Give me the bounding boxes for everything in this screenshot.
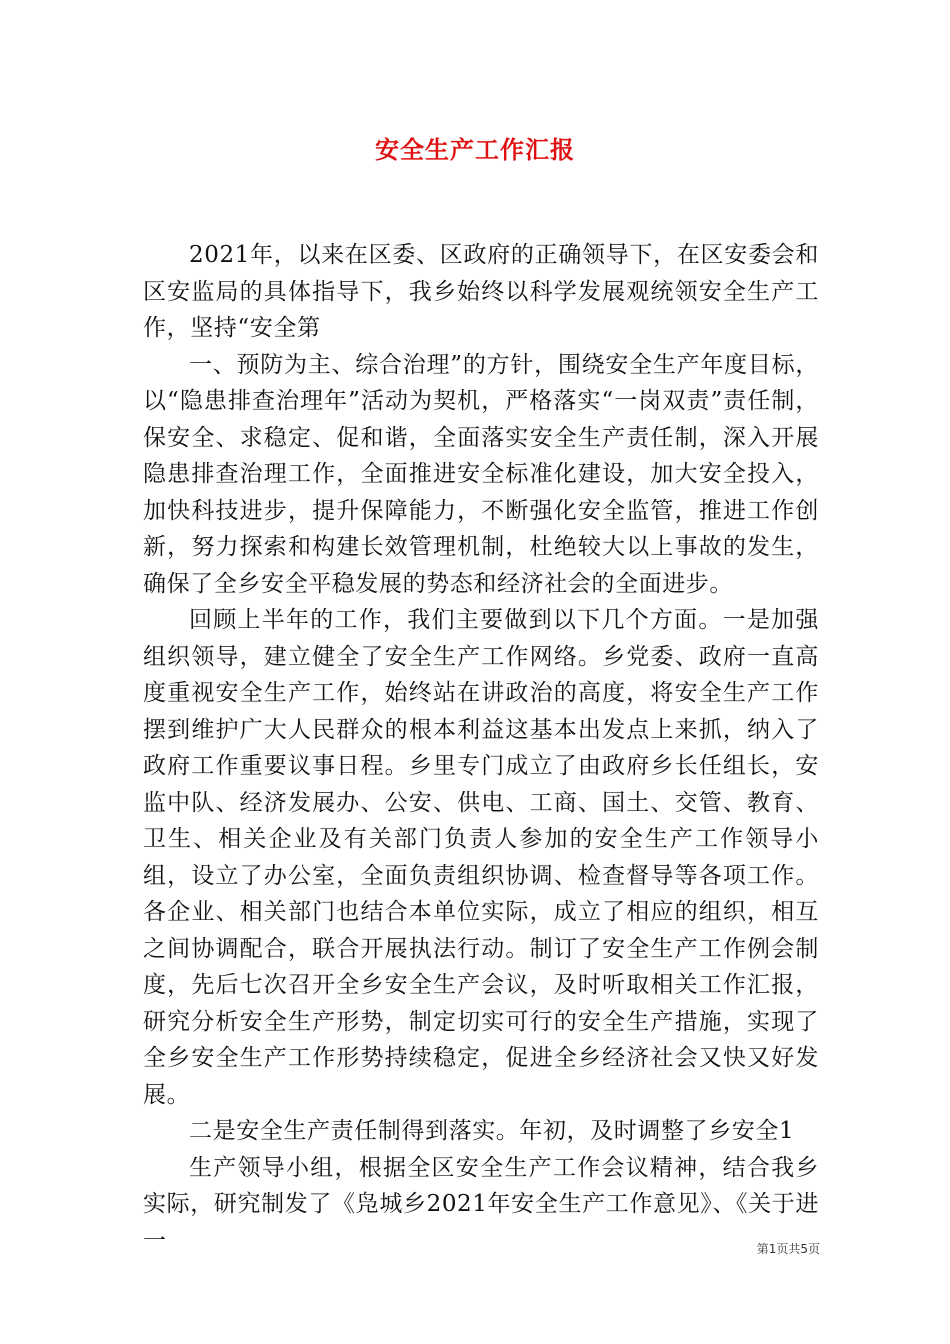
document-body xyxy=(143,237,819,1259)
paragraph-4: 二是安全生产责任制得到落实。年初，及时调整了乡安全1 xyxy=(189,1118,795,1144)
document-title: 安全生产工作汇报 xyxy=(375,136,575,164)
paragraph-1: 2021年，以来在区委、区政府的正确领导下，在区安委会和区安监局的具体指导下，我乡始终以科学发展观统领安全生产工作，坚持“安全第 xyxy=(143,242,819,341)
paragraph-5: 生产领导小组，根据全区安全生产工作会议精神，结合我乡实际，研究制发了《凫城乡2021年安全生产工作意见》、《关于进一 xyxy=(143,1154,819,1254)
page-number-indicator: 第1页共5页 xyxy=(756,1242,820,1256)
paragraph-2: 一、预防为主、综合治理”的方针，围绕安全生产年度目标，以“隐患排查治理年”活动为契机，严格落实“一岗双责”责任制，保安全、求稳定、促和谐，全面落实安全生产责任制，深入开展隐患排查治理工作，全面推进安全标准化建设，加大安全投入，加快科技进步，提升保障能力，不断强化安全监管，推进工作创新，努力探索和构建长效管理机制，杜绝较大以上事故的发生，确保了全乡安全平稳发展的势态和经济社会的全面进步。 xyxy=(143,351,819,597)
paragraph-3: 回顾上半年的工作，我们主要做到以下几个方面。一是加强组织领导，建立健全了安全生产工作网络。乡党委、政府一直高度重视安全生产工作，始终站在讲政治的高度，将安全生产工作摆到维护广大人民群众的根本利益这基本出发点上来抓，纳入了政府工作重要议事日程。乡里专门成立了由政府乡长任组长，安监中队、经济发展办、公安、供电、工商、国土、交管、教育、卫生、相关企业及有关部门负责人参加的安全生产工作领导小组，设立了办公室，全面负责组织协调、检查督导等各项工作。各企业、相关部门也结合本单位实际，成立了相应的组织，相互之间协调配合，联合开展执法行动。制订了安全生产工作例会制度，先后七次召开全乡安全生产会议，及时听取相关工作汇报，研究分析安全生产形势，制定切实可行的安全生产措施，实现了全乡安全生产工作形势持续稳定，促进全乡经济社会又快又好发展。 xyxy=(143,607,819,1108)
